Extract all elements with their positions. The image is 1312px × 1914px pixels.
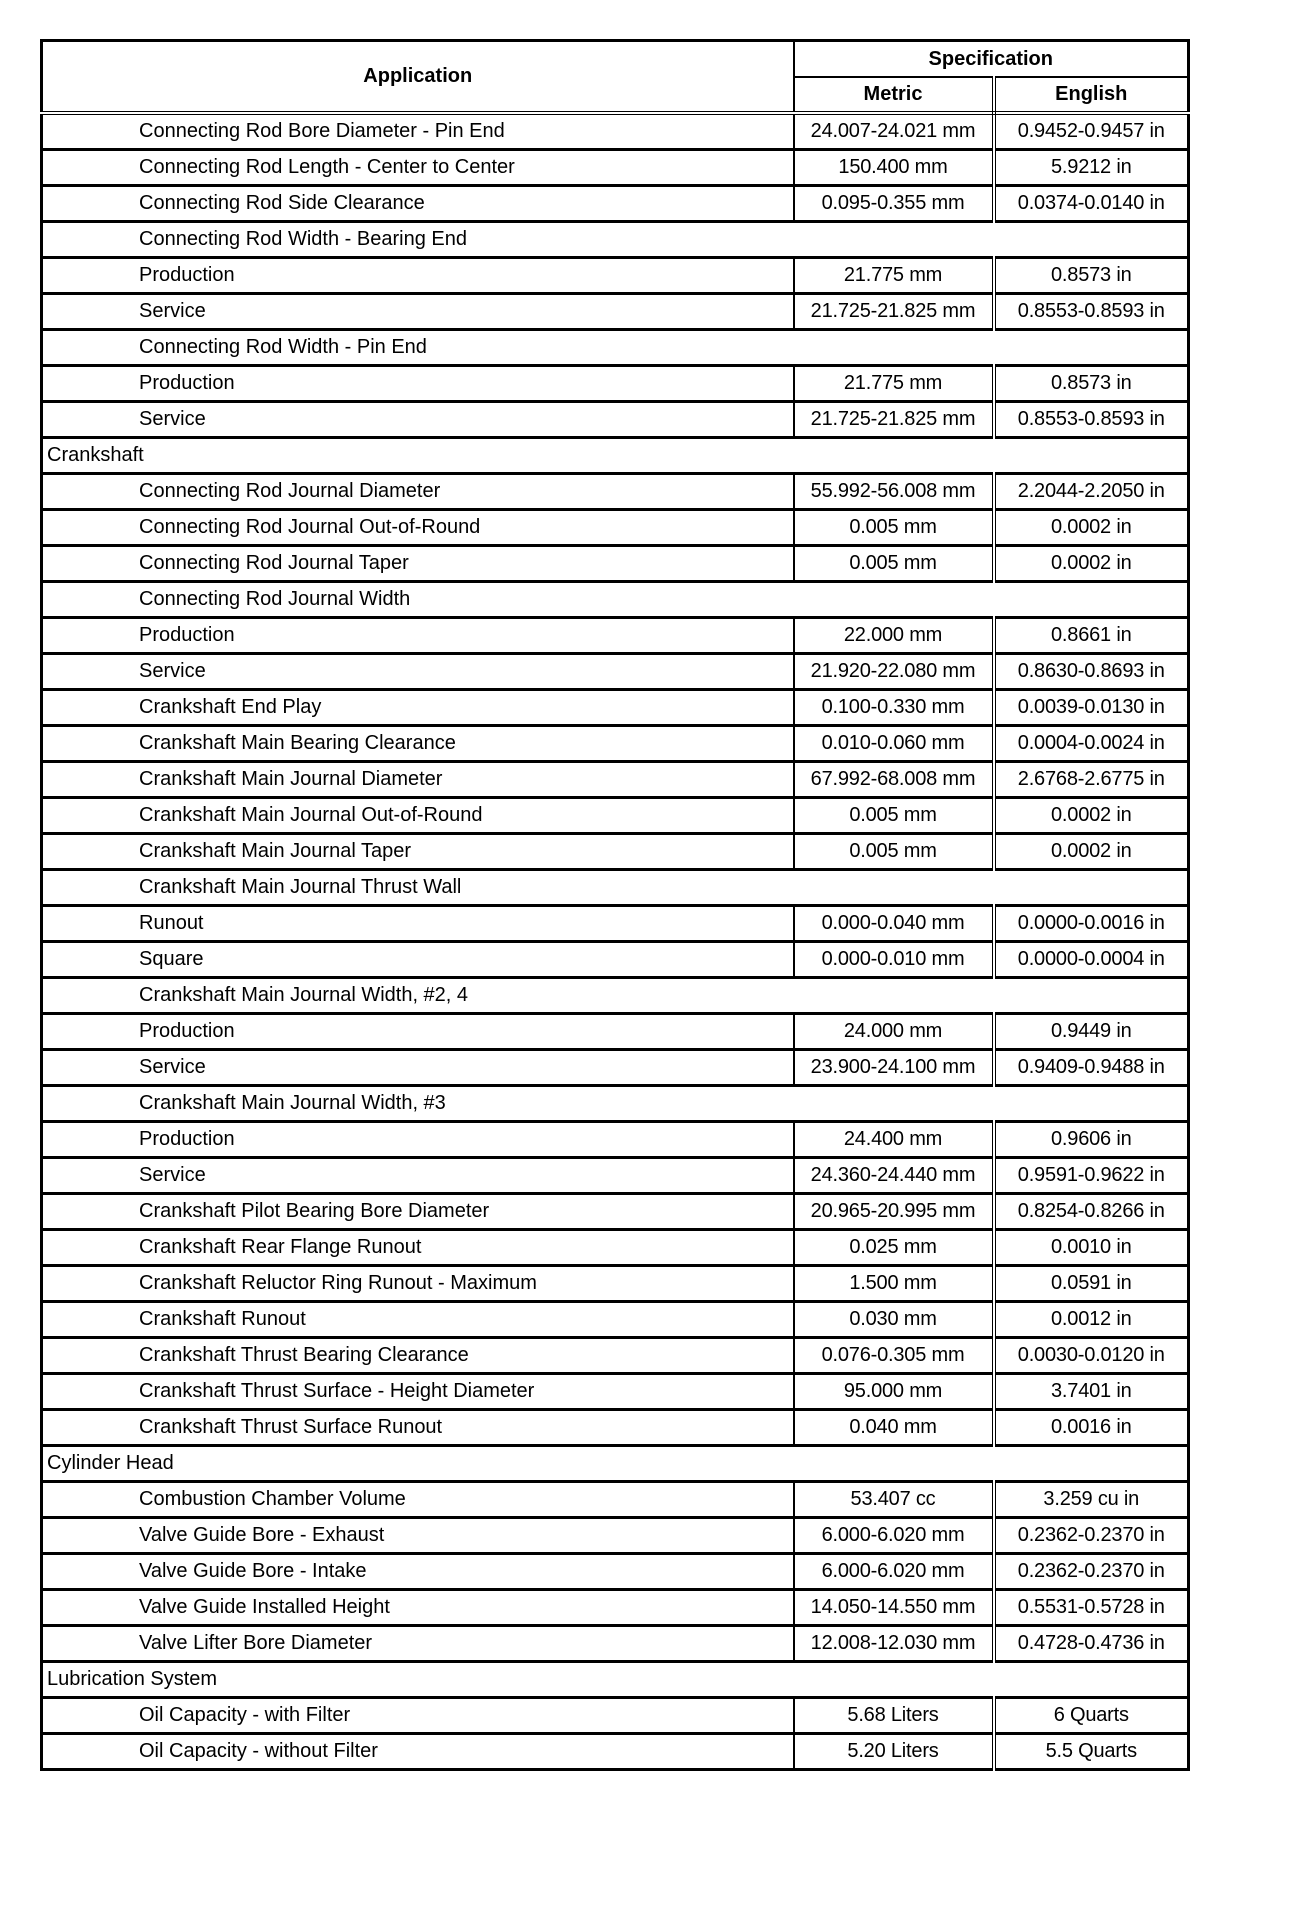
group-header-row (42, 222, 1189, 258)
metric-value-cell: 0.005 mm (794, 510, 994, 546)
table-row (42, 402, 1189, 438)
english-value-cell: 3.259 cu in (994, 1482, 1189, 1518)
metric-value-cell: 0.076-0.305 mm (794, 1338, 994, 1374)
english-value-cell: 0.8630-0.8693 in (994, 654, 1189, 690)
english-value-cell: 0.8553-0.8593 in (994, 294, 1189, 330)
header-row-top (42, 41, 1189, 78)
application-cell: Crankshaft Thrust Bearing Clearance (42, 1338, 794, 1374)
metric-value-cell: 53.407 cc (794, 1482, 994, 1518)
english-value-cell: 0.2362-0.2370 in (994, 1554, 1189, 1590)
metric-value-cell: 67.992-68.008 mm (794, 762, 994, 798)
english-value-cell: 5.9212 in (994, 150, 1189, 186)
application-cell: Production (42, 366, 794, 402)
metric-value-cell: 6.000-6.020 mm (794, 1518, 994, 1554)
table-row (42, 690, 1189, 726)
application-cell: Square (42, 942, 794, 978)
english-value-cell: 0.0000-0.0004 in (994, 942, 1189, 978)
table-row (42, 366, 1189, 402)
application-cell: Oil Capacity - without Filter (42, 1734, 794, 1770)
english-value-cell: 0.8553-0.8593 in (994, 402, 1189, 438)
application-cell: Service (42, 294, 794, 330)
english-value-cell: 0.0016 in (994, 1410, 1189, 1446)
application-cell: Production (42, 1122, 794, 1158)
metric-value-cell: 5.68 Liters (794, 1698, 994, 1734)
table-row (42, 546, 1189, 582)
english-value-cell: 0.8573 in (994, 366, 1189, 402)
english-value-cell: 3.7401 in (994, 1374, 1189, 1410)
section-header-row (42, 1446, 1189, 1482)
section-header-row (42, 438, 1189, 474)
application-cell: Service (42, 1158, 794, 1194)
metric-value-cell: 0.095-0.355 mm (794, 186, 994, 222)
metric-value-cell: 6.000-6.020 mm (794, 1554, 994, 1590)
metric-value-cell: 0.030 mm (794, 1302, 994, 1338)
application-cell: Connecting Rod Side Clearance (42, 186, 794, 222)
section-label: Lubrication System (42, 1662, 1189, 1698)
english-value-cell: 0.0002 in (994, 798, 1189, 834)
application-cell: Runout (42, 906, 794, 942)
group-header-row (42, 582, 1189, 618)
table-row (42, 1302, 1189, 1338)
table-row (42, 1698, 1189, 1734)
table-row (42, 474, 1189, 510)
metric-value-cell: 0.005 mm (794, 834, 994, 870)
metric-value-cell: 0.100-0.330 mm (794, 690, 994, 726)
metric-value-cell: 12.008-12.030 mm (794, 1626, 994, 1662)
english-value-cell: 0.0002 in (994, 510, 1189, 546)
table-row (42, 1158, 1189, 1194)
application-cell: Connecting Rod Bore Diameter - Pin End (42, 113, 794, 150)
english-value-cell: 0.0002 in (994, 834, 1189, 870)
metric-value-cell: 24.007-24.021 mm (794, 113, 994, 150)
table-body (42, 113, 1189, 1770)
english-value-cell: 0.5531-0.5728 in (994, 1590, 1189, 1626)
metric-value-cell: 0.025 mm (794, 1230, 994, 1266)
application-cell: Crankshaft Main Journal Diameter (42, 762, 794, 798)
application-cell: Crankshaft Main Bearing Clearance (42, 726, 794, 762)
english-column-header: English (994, 77, 1189, 113)
application-cell: Valve Guide Bore - Exhaust (42, 1518, 794, 1554)
application-cell: Service (42, 1050, 794, 1086)
table-row (42, 1482, 1189, 1518)
group-label: Crankshaft Main Journal Width, #2, 4 (42, 978, 1189, 1014)
table-row (42, 510, 1189, 546)
application-cell: Crankshaft Thrust Surface - Height Diameter (42, 1374, 794, 1410)
english-value-cell: 5.5 Quarts (994, 1734, 1189, 1770)
table-row (42, 113, 1189, 150)
metric-value-cell: 0.005 mm (794, 546, 994, 582)
application-cell: Valve Lifter Bore Diameter (42, 1626, 794, 1662)
english-value-cell: 0.0030-0.0120 in (994, 1338, 1189, 1374)
metric-value-cell: 24.360-24.440 mm (794, 1158, 994, 1194)
application-cell: Service (42, 654, 794, 690)
english-value-cell: 0.0374-0.0140 in (994, 186, 1189, 222)
table-row (42, 1374, 1189, 1410)
group-label: Crankshaft Main Journal Width, #3 (42, 1086, 1189, 1122)
group-header-row (42, 870, 1189, 906)
application-cell: Valve Guide Installed Height (42, 1590, 794, 1626)
table-row (42, 1554, 1189, 1590)
application-cell: Connecting Rod Journal Diameter (42, 474, 794, 510)
section-label: Crankshaft (42, 438, 1189, 474)
metric-value-cell: 22.000 mm (794, 618, 994, 654)
group-header-row (42, 330, 1189, 366)
metric-value-cell: 95.000 mm (794, 1374, 994, 1410)
english-value-cell: 0.9591-0.9622 in (994, 1158, 1189, 1194)
section-header-row (42, 1662, 1189, 1698)
english-value-cell: 0.0012 in (994, 1302, 1189, 1338)
metric-value-cell: 21.775 mm (794, 366, 994, 402)
metric-value-cell: 14.050-14.550 mm (794, 1590, 994, 1626)
metric-value-cell: 21.725-21.825 mm (794, 294, 994, 330)
english-value-cell: 0.8661 in (994, 618, 1189, 654)
table-row (42, 1626, 1189, 1662)
english-value-cell: 6 Quarts (994, 1698, 1189, 1734)
table-row (42, 186, 1189, 222)
application-cell: Combustion Chamber Volume (42, 1482, 794, 1518)
metric-column-header: Metric (794, 77, 994, 113)
table-row (42, 1518, 1189, 1554)
table-row (42, 906, 1189, 942)
group-header-row (42, 978, 1189, 1014)
application-cell: Crankshaft Main Journal Out-of-Round (42, 798, 794, 834)
metric-value-cell: 0.000-0.040 mm (794, 906, 994, 942)
metric-value-cell: 24.000 mm (794, 1014, 994, 1050)
metric-value-cell: 0.040 mm (794, 1410, 994, 1446)
english-value-cell: 0.9606 in (994, 1122, 1189, 1158)
group-label: Connecting Rod Width - Pin End (42, 330, 1189, 366)
table-row (42, 1014, 1189, 1050)
english-value-cell: 0.0010 in (994, 1230, 1189, 1266)
specification-column-header: Specification (794, 41, 1189, 78)
table-row (42, 1590, 1189, 1626)
metric-value-cell: 21.725-21.825 mm (794, 402, 994, 438)
english-value-cell: 0.9409-0.9488 in (994, 1050, 1189, 1086)
table-row (42, 1410, 1189, 1446)
application-cell: Production (42, 618, 794, 654)
table-row (42, 1266, 1189, 1302)
english-value-cell: 0.0004-0.0024 in (994, 726, 1189, 762)
table-header (42, 41, 1189, 114)
metric-value-cell: 150.400 mm (794, 150, 994, 186)
table-row (42, 1122, 1189, 1158)
group-label: Crankshaft Main Journal Thrust Wall (42, 870, 1189, 906)
table-row (42, 1734, 1189, 1770)
table-row (42, 726, 1189, 762)
application-cell: Crankshaft Pilot Bearing Bore Diameter (42, 1194, 794, 1230)
metric-value-cell: 23.900-24.100 mm (794, 1050, 994, 1086)
application-cell: Crankshaft Main Journal Taper (42, 834, 794, 870)
application-cell: Production (42, 258, 794, 294)
application-cell: Connecting Rod Journal Out-of-Round (42, 510, 794, 546)
application-cell: Crankshaft Rear Flange Runout (42, 1230, 794, 1266)
table-row (42, 654, 1189, 690)
application-cell: Production (42, 1014, 794, 1050)
english-value-cell: 0.0039-0.0130 in (994, 690, 1189, 726)
table-row (42, 1338, 1189, 1374)
group-label: Connecting Rod Journal Width (42, 582, 1189, 618)
application-cell: Crankshaft Thrust Surface Runout (42, 1410, 794, 1446)
group-label: Connecting Rod Width - Bearing End (42, 222, 1189, 258)
metric-value-cell: 21.920-22.080 mm (794, 654, 994, 690)
english-value-cell: 0.0000-0.0016 in (994, 906, 1189, 942)
application-column-header: Application (42, 41, 794, 114)
table-row (42, 942, 1189, 978)
english-value-cell: 0.0591 in (994, 1266, 1189, 1302)
english-value-cell: 0.8254-0.8266 in (994, 1194, 1189, 1230)
table-row (42, 618, 1189, 654)
table-row (42, 150, 1189, 186)
table-row (42, 258, 1189, 294)
application-cell: Connecting Rod Journal Taper (42, 546, 794, 582)
metric-value-cell: 0.000-0.010 mm (794, 942, 994, 978)
application-cell: Oil Capacity - with Filter (42, 1698, 794, 1734)
metric-value-cell: 24.400 mm (794, 1122, 994, 1158)
application-cell: Crankshaft End Play (42, 690, 794, 726)
metric-value-cell: 20.965-20.995 mm (794, 1194, 994, 1230)
metric-value-cell: 0.010-0.060 mm (794, 726, 994, 762)
specification-table (40, 39, 1190, 1771)
english-value-cell: 0.4728-0.4736 in (994, 1626, 1189, 1662)
english-value-cell: 0.9449 in (994, 1014, 1189, 1050)
metric-value-cell: 55.992-56.008 mm (794, 474, 994, 510)
section-label: Cylinder Head (42, 1446, 1189, 1482)
english-value-cell: 0.9452-0.9457 in (994, 113, 1189, 150)
application-cell: Service (42, 402, 794, 438)
application-cell: Crankshaft Runout (42, 1302, 794, 1338)
metric-value-cell: 0.005 mm (794, 798, 994, 834)
table-row (42, 1050, 1189, 1086)
application-cell: Crankshaft Reluctor Ring Runout - Maximum (42, 1266, 794, 1302)
table-row (42, 834, 1189, 870)
metric-value-cell: 1.500 mm (794, 1266, 994, 1302)
table-row (42, 762, 1189, 798)
metric-value-cell: 21.775 mm (794, 258, 994, 294)
table-row (42, 798, 1189, 834)
english-value-cell: 0.0002 in (994, 546, 1189, 582)
english-value-cell: 2.6768-2.6775 in (994, 762, 1189, 798)
application-cell: Connecting Rod Length - Center to Center (42, 150, 794, 186)
group-header-row (42, 1086, 1189, 1122)
english-value-cell: 0.8573 in (994, 258, 1189, 294)
metric-value-cell: 5.20 Liters (794, 1734, 994, 1770)
table-row (42, 1230, 1189, 1266)
table-row (42, 1194, 1189, 1230)
english-value-cell: 2.2044-2.2050 in (994, 474, 1189, 510)
english-value-cell: 0.2362-0.2370 in (994, 1518, 1189, 1554)
application-cell: Valve Guide Bore - Intake (42, 1554, 794, 1590)
table-row (42, 294, 1189, 330)
